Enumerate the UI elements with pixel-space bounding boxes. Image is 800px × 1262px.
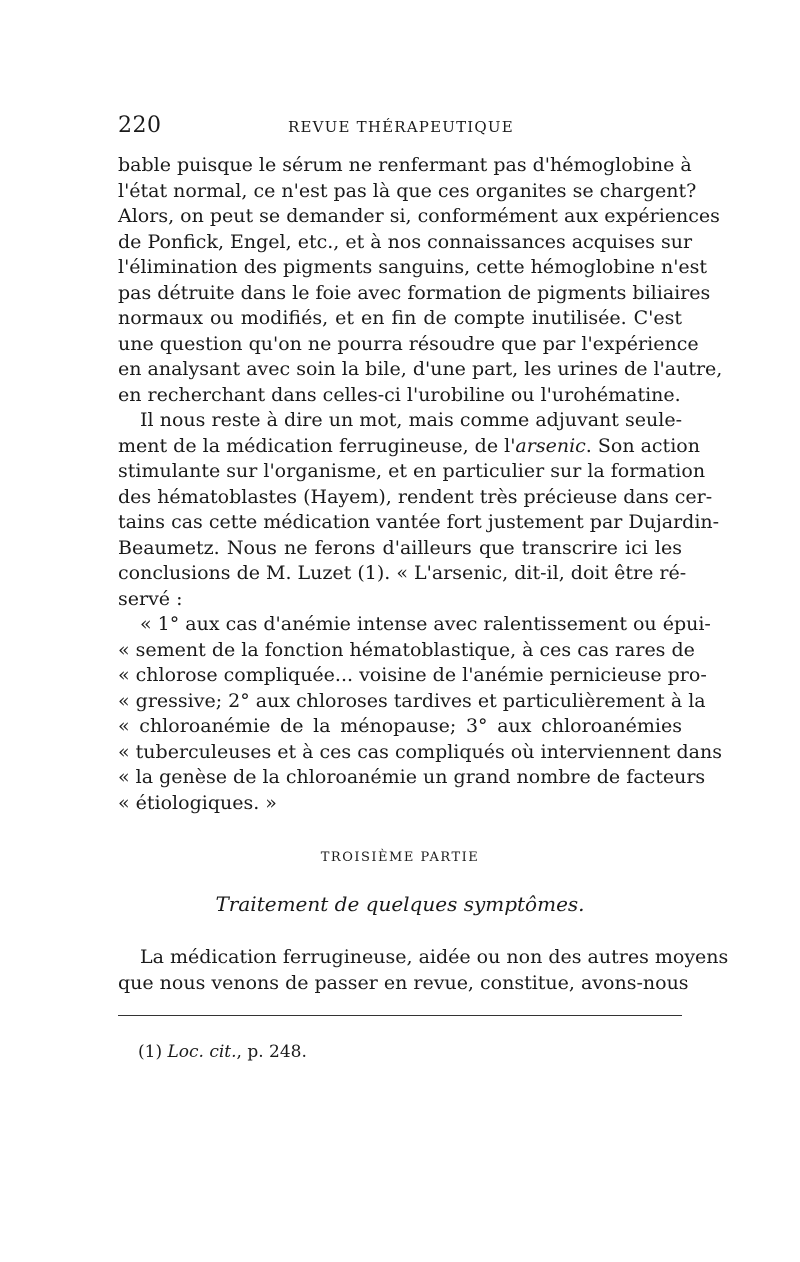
text-line: que nous venons de passer en revue, constitue, avons-nous <box>118 971 689 994</box>
quote-line: « chloroanémie de la ménopause; 3° aux chloroanémies <box>118 715 682 737</box>
text-line: Il nous reste à dire un mot, mais comme adjuvant seule- <box>140 409 682 431</box>
page-number: 220 <box>118 113 162 138</box>
text-line: l'élimination des pigments sanguins, cette hémoglobine n'est <box>118 256 708 278</box>
quote-line: « 1° aux cas d'anémie intense avec ralentissement ou épui- <box>140 613 711 635</box>
text-line: de Ponfick, Engel, etc., et à nos connaissances acquises sur <box>118 230 693 253</box>
text-line: Alors, on peut se demander si, conformément aux expériences <box>118 205 720 227</box>
footnote-rule <box>118 1015 682 1016</box>
text-line: pas détruite dans le foie avec formation de pigments biliaires <box>118 281 711 304</box>
text-line: servé : <box>118 587 183 610</box>
text-span: ment de la médication ferrugineuse, de l' <box>118 434 516 457</box>
quote-line: « tuberculeuses et à ces cas compliqués où interviennent dans <box>118 740 722 763</box>
footnote-text: , p. 248. <box>236 1042 307 1062</box>
text-line: normaux ou modifiés, et en fin de compte inutilisée. C'est <box>118 307 682 329</box>
section-title: Traitement de quelques symptômes. <box>215 892 585 916</box>
text-line: stimulante sur l'organisme, et en particulier sur la formation <box>118 460 706 482</box>
text-line: Beaumetz. Nous ne ferons d'ailleurs que transcrire ici les <box>118 536 682 559</box>
italic-term-arsenic: arsenic <box>515 434 586 457</box>
footnote-marker: (1) <box>138 1042 168 1062</box>
text-line-with-italic <box>118 434 700 460</box>
quote-line: « chlorose compliquée... voisine de l'anémie pernicieuse pro- <box>118 664 707 686</box>
quote-line: « étiologiques. » <box>118 791 277 814</box>
text-line: conclusions de M. Luzet (1). « L'arsenic, dit-il, doit être ré- <box>118 562 687 584</box>
quote-line: « sement de la fonction hématoblastique, à ces cas rares de <box>118 638 695 661</box>
text-line: l'état normal, ce n'est pas là que ces organites se chargent? <box>118 179 697 202</box>
text-line: bable puisque le sérum ne renfermant pas d'hémoglobine à <box>118 154 692 176</box>
running-title: REVUE THÉRAPEUTIQUE <box>288 118 514 136</box>
quotation-block <box>118 612 722 816</box>
text-line: La médication ferrugineuse, aidée ou non des autres moyens <box>140 946 729 968</box>
paragraph-3 <box>118 945 729 996</box>
text-line: en analysant avec soin la bile, d'une part, les urines de l'autre, <box>118 358 723 380</box>
text-line: des hématoblastes (Hayem), rendent très précieuse dans cer- <box>118 485 713 508</box>
footnote <box>138 1040 307 1064</box>
paragraph-2 <box>118 408 720 612</box>
body-text <box>118 153 723 816</box>
footnote-italic: Loc. cit. <box>167 1042 237 1062</box>
section-label: TROISIÈME PARTIE <box>320 850 480 865</box>
quote-line: « gressive; 2° aux chloroses tardives et particulièrement à la <box>118 689 706 712</box>
text-span: . Son action <box>585 434 700 457</box>
text-line: tains cas cette médication vantée fort justement par Dujardin- <box>118 511 720 533</box>
paragraph-1 <box>118 153 723 408</box>
text-line: en recherchant dans celles-ci l'urobiline ou l'urohématine. <box>118 383 681 406</box>
text-line: une question qu'on ne pourra résoudre que par l'expérience <box>118 332 699 355</box>
quote-line: « la genèse de la chloroanémie un grand nombre de facteurs <box>118 766 706 788</box>
page-header <box>118 113 680 143</box>
